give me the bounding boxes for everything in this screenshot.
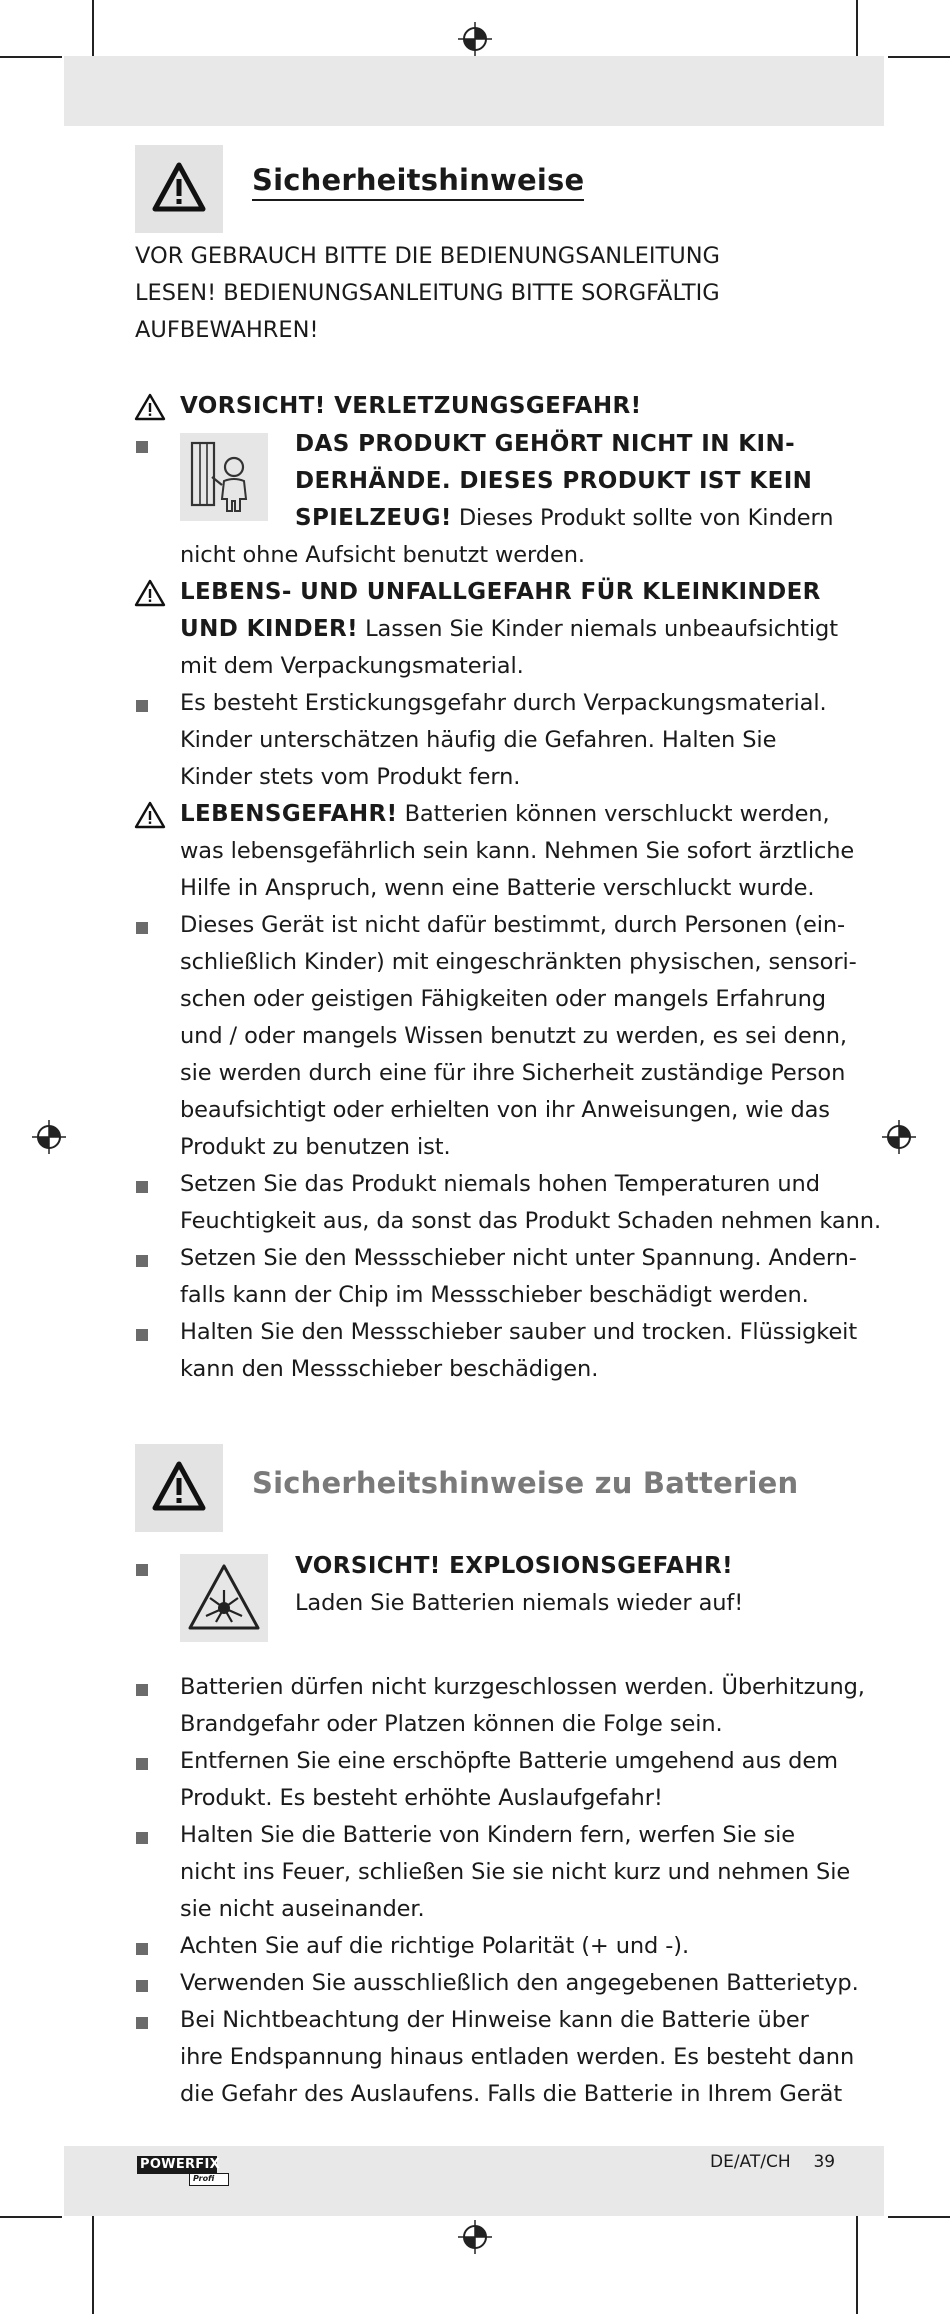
item-text: Feuchtigkeit aus, da sonst das Produkt Schaden nehmen kann. bbox=[180, 1208, 881, 1234]
explosion-hazard-icon bbox=[180, 1554, 268, 1642]
item-text: VORSICHT! EXPLOSIONSGEFAHR! bbox=[295, 1553, 733, 1579]
warning-text: LEBENS- UND UNFALLGEFAHR FÜR KLEINKINDER bbox=[180, 579, 821, 605]
section-title: Sicherheitshinweise zu Batterien bbox=[252, 1466, 799, 1500]
warning-triangle-icon bbox=[135, 1444, 223, 1532]
crop-mark bbox=[0, 56, 62, 58]
item-text: nicht ins Feuer, schließen Sie sie nicht kurz und nehmen Sie bbox=[180, 1859, 851, 1885]
item-text: ihre Endspannung hinaus entladen werden. Es besteht dann bbox=[180, 2044, 855, 2070]
intro-text: AUFBEWAHREN! bbox=[135, 317, 319, 343]
pictogram-box bbox=[180, 433, 268, 521]
crop-mark bbox=[856, 2210, 858, 2314]
bullet bbox=[136, 1832, 148, 1844]
registration-mark-icon bbox=[882, 1120, 916, 1154]
bullet bbox=[136, 700, 148, 712]
item-text: Kinder stets vom Produkt fern. bbox=[180, 764, 521, 790]
warning-text: mit dem Verpackungsmaterial. bbox=[180, 653, 524, 679]
crop-mark bbox=[0, 2216, 62, 2218]
bullet bbox=[136, 441, 148, 453]
section-title: Sicherheitshinweise bbox=[252, 163, 584, 201]
bullet bbox=[136, 2017, 148, 2029]
item-text: Halten Sie den Messschieber sauber und trocken. Flüssigkeit bbox=[180, 1319, 858, 1345]
crop-mark bbox=[856, 0, 858, 62]
item-text: Produkt zu benutzen ist. bbox=[180, 1134, 451, 1160]
warning-triangle-icon bbox=[135, 145, 223, 233]
crop-mark bbox=[888, 56, 950, 58]
page-number: 39 bbox=[813, 2152, 836, 2172]
crop-mark bbox=[888, 2216, 950, 2218]
item-text: kann den Messschieber beschädigen. bbox=[180, 1356, 599, 1382]
item-text: DERHÄNDE. DIESES PRODUKT IST KEIN bbox=[295, 468, 813, 494]
warning-text: LEBENSGEFAHR! Batterien können verschluckt werden, bbox=[180, 801, 830, 827]
bullet bbox=[136, 1758, 148, 1770]
warning-triangle-icon bbox=[133, 578, 167, 608]
bullet bbox=[136, 1329, 148, 1341]
warning-triangle-icon bbox=[133, 800, 167, 830]
bullet bbox=[136, 1980, 148, 1992]
item-text: falls kann der Chip im Messschieber beschädigt werden. bbox=[180, 1282, 809, 1308]
item-text: die Gefahr des Auslaufens. Falls die Batterie in Ihrem Gerät bbox=[180, 2081, 843, 2107]
warning-icon-box bbox=[135, 145, 223, 233]
brand-logo-sub: Profi bbox=[193, 2174, 215, 2183]
brand-logo bbox=[137, 2156, 227, 2182]
item-text: Halten Sie die Batterie von Kindern fern, werfen Sie sie bbox=[180, 1822, 796, 1848]
item-text: Brandgefahr oder Platzen können die Folge sein. bbox=[180, 1711, 723, 1737]
item-text: Es besteht Erstickungsgefahr durch Verpackungsmaterial. bbox=[180, 690, 827, 716]
item-text: Kinder unterschätzen häufig die Gefahren. Halten Sie bbox=[180, 727, 777, 753]
item-text: sie werden durch eine für ihre Sicherheit zuständige Person bbox=[180, 1060, 846, 1086]
registration-mark-icon bbox=[458, 2220, 492, 2254]
registration-mark-icon bbox=[458, 22, 492, 56]
bullet bbox=[136, 1943, 148, 1955]
item-text: schen oder geistigen Fähigkeiten oder mangels Erfahrung bbox=[180, 986, 826, 1012]
warning-text: UND KINDER! Lassen Sie Kinder niemals unbeaufsichtigt bbox=[180, 616, 838, 642]
item-text: Verwenden Sie ausschließlich den angegebenen Batterietyp. bbox=[180, 1970, 859, 1996]
crop-mark bbox=[92, 2210, 94, 2314]
item-text: beaufsichtigt oder erhielten von ihr Anweisungen, wie das bbox=[180, 1097, 830, 1123]
item-text: nicht ohne Aufsicht benutzt werden. bbox=[180, 542, 585, 568]
item-text: DAS PRODUKT GEHÖRT NICHT IN KIN- bbox=[295, 431, 796, 457]
warning-icon-box bbox=[135, 1444, 223, 1532]
item-text: und / oder mangels Wissen benutzt zu werden, es sei denn, bbox=[180, 1023, 847, 1049]
intro-text: LESEN! BEDIENUNGSANLEITUNG BITTE SORGFÄLTIG bbox=[135, 280, 720, 306]
bullet bbox=[136, 1684, 148, 1696]
locale-label: DE/AT/CH bbox=[710, 2152, 791, 2172]
brand-logo-text: POWERFIX bbox=[140, 2157, 220, 2172]
bullet bbox=[136, 1564, 148, 1576]
item-text: Setzen Sie den Messschieber nicht unter Spannung. Andern- bbox=[180, 1245, 857, 1271]
warning-heading: VORSICHT! VERLETZUNGSGEFAHR! bbox=[180, 393, 642, 419]
item-text: schließlich Kinder) mit eingeschränkten physischen, sensori- bbox=[180, 949, 857, 975]
registration-mark-icon bbox=[32, 1120, 66, 1154]
page-footer bbox=[710, 2152, 835, 2172]
item-text: sie nicht auseinander. bbox=[180, 1896, 425, 1922]
item-text: Bei Nichtbeachtung der Hinweise kann die Batterie über bbox=[180, 2007, 809, 2033]
intro-text: VOR GEBRAUCH BITTE DIE BEDIENUNGSANLEITUNG bbox=[135, 243, 720, 269]
warning-text: Hilfe in Anspruch, wenn eine Batterie verschluckt wurde. bbox=[180, 875, 815, 901]
item-text: Achten Sie auf die richtige Polarität (+ und -). bbox=[180, 1933, 690, 1959]
item-text: Entfernen Sie eine erschöpfte Batterie umgehend aus dem bbox=[180, 1748, 838, 1774]
item-text: Dieses Gerät ist nicht dafür bestimmt, durch Personen (ein- bbox=[180, 912, 846, 938]
item-text: Produkt. Es besteht erhöhte Auslaufgefahr! bbox=[180, 1785, 663, 1811]
item-text: SPIELZEUG! Dieses Produkt sollte von Kindern bbox=[295, 505, 834, 531]
item-text: Laden Sie Batterien niemals wieder auf! bbox=[295, 1590, 744, 1616]
bullet bbox=[136, 1255, 148, 1267]
child-hazard-icon bbox=[180, 433, 268, 521]
item-text: Batterien dürfen nicht kurzgeschlossen werden. Überhitzung, bbox=[180, 1674, 865, 1700]
bullet bbox=[136, 922, 148, 934]
bullet bbox=[136, 1181, 148, 1193]
warning-text: was lebensgefährlich sein kann. Nehmen Sie sofort ärztliche bbox=[180, 838, 855, 864]
warning-triangle-icon bbox=[133, 392, 167, 422]
pictogram-box bbox=[180, 1554, 268, 1642]
item-text: Setzen Sie das Produkt niemals hohen Temperaturen und bbox=[180, 1171, 820, 1197]
header-band bbox=[64, 56, 884, 126]
crop-mark bbox=[92, 0, 94, 62]
